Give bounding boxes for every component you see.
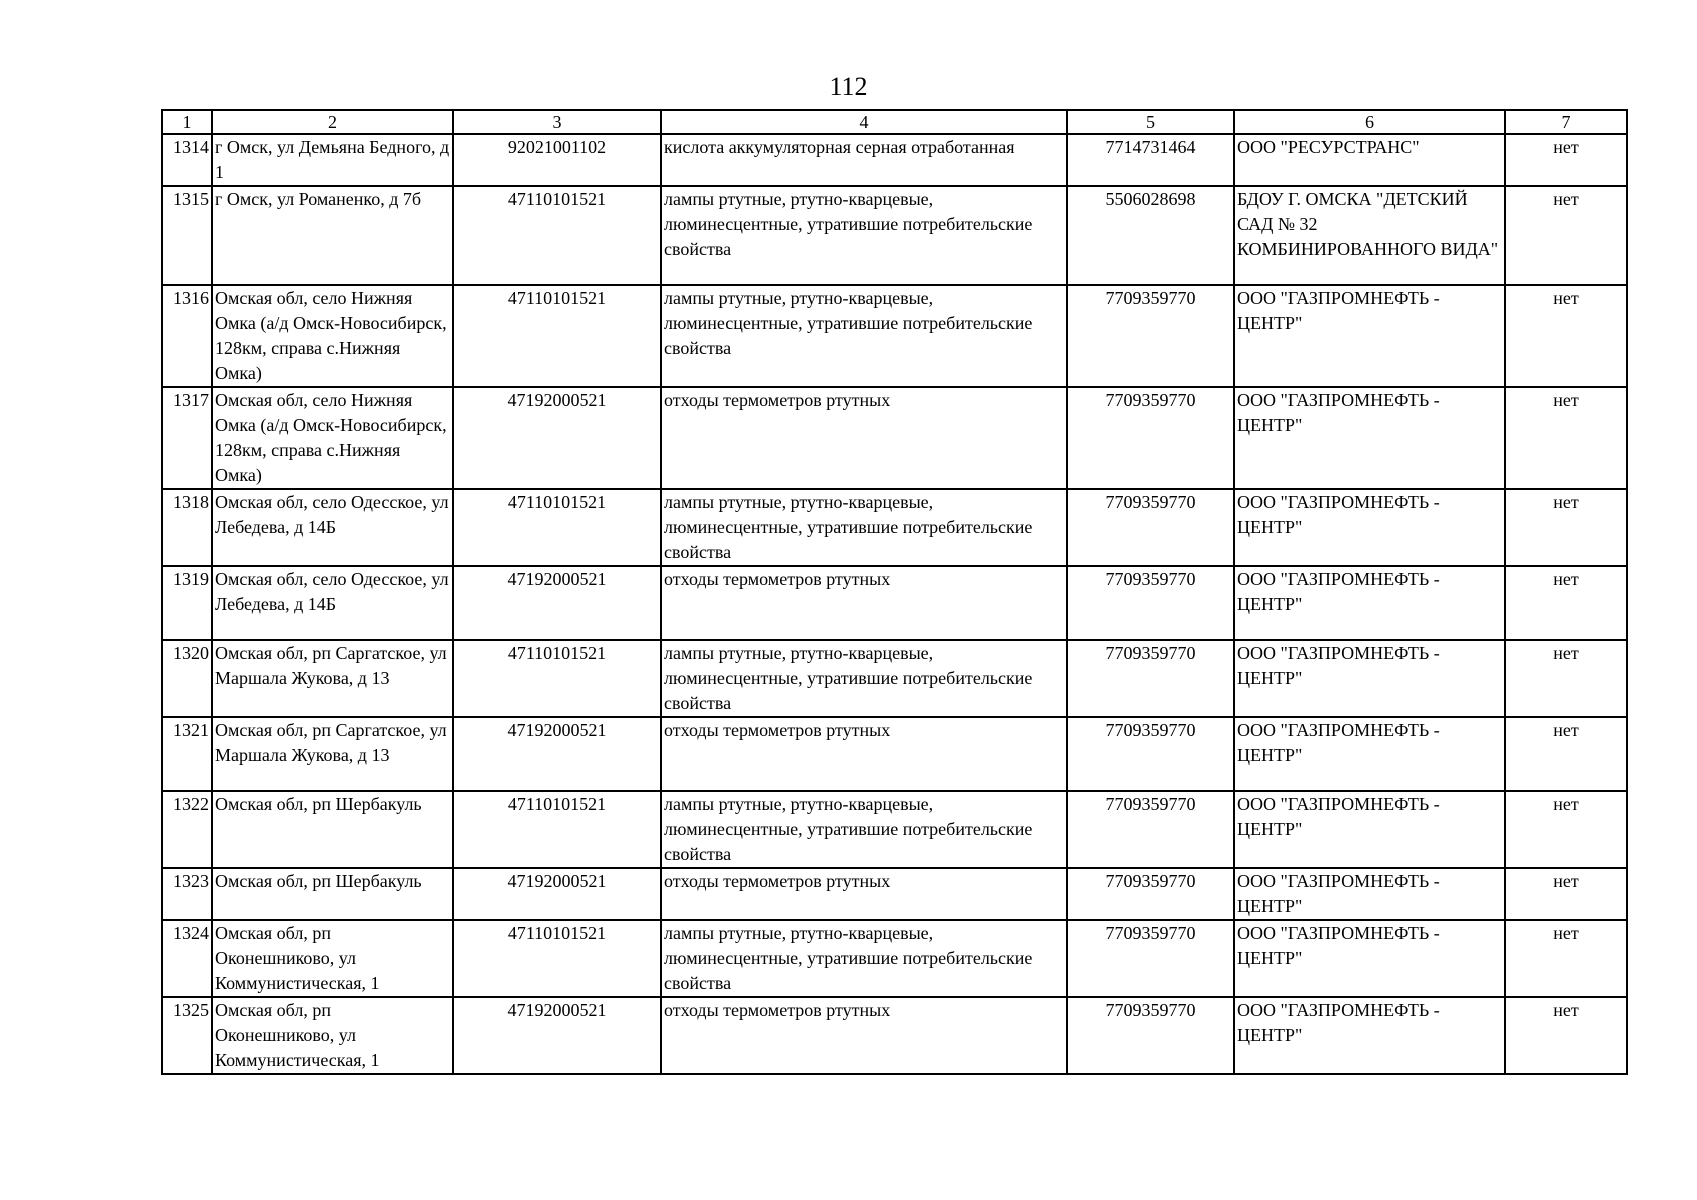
row-organization: ООО "ГАЗПРОМНЕФТЬ - ЦЕНТР" [1234,997,1505,1074]
table-row [162,868,1627,920]
row-flag: нет [1505,868,1627,920]
table-row [162,134,1627,186]
row-address: Омская обл, рп Оконешниково, ул Коммунистическая, 1 [212,997,453,1074]
row-flag: нет [1505,717,1627,791]
table-row [162,489,1627,566]
row-waste-name: лампы ртутные, ртутно-кварцевые, люминесцентные, утратившие потребительские свойства [661,489,1067,566]
row-inn: 7709359770 [1067,791,1234,868]
row-waste-name: лампы ртутные, ртутно-кварцевые, люминесцентные, утратившие потребительские свойства [661,920,1067,997]
row-address: Омская обл, рп Шербакуль [212,868,453,920]
row-flag: нет [1505,489,1627,566]
row-flag: нет [1505,134,1627,186]
row-waste-name: лампы ртутные, ртутно-кварцевые, люминесцентные, утратившие потребительские свойства [661,186,1067,285]
table-row [162,640,1627,717]
row-inn: 7709359770 [1067,489,1234,566]
row-organization: ООО "ГАЗПРОМНЕФТЬ - ЦЕНТР" [1234,566,1505,640]
row-inn: 7709359770 [1067,717,1234,791]
row-waste-name: лампы ртутные, ртутно-кварцевые, люминесцентные, утратившие потребительские свойства [661,791,1067,868]
header-row [162,110,1627,134]
table-row [162,387,1627,489]
row-flag: нет [1505,997,1627,1074]
row-number: 1314 [162,134,212,186]
column-header-6: 6 [1234,110,1505,134]
row-address: Омская обл, рп Шербакуль [212,791,453,868]
row-number: 1315 [162,186,212,285]
row-number: 1325 [162,997,212,1074]
row-waste-name: отходы термометров ртутных [661,387,1067,489]
row-number: 1318 [162,489,212,566]
column-header-2: 2 [212,110,453,134]
row-address: Омская обл, рп Саргатское, ул Маршала Жукова, д 13 [212,717,453,791]
row-waste-name: отходы термометров ртутных [661,566,1067,640]
column-header-5: 5 [1067,110,1234,134]
row-waste-code: 47192000521 [453,868,661,920]
table-row [162,997,1627,1074]
row-number: 1320 [162,640,212,717]
row-flag: нет [1505,387,1627,489]
row-number: 1322 [162,791,212,868]
table-row [162,920,1627,997]
row-waste-name: отходы термометров ртутных [661,997,1067,1074]
row-flag: нет [1505,920,1627,997]
row-waste-code: 92021001102 [453,134,661,186]
row-organization: ООО "ГАЗПРОМНЕФТЬ - ЦЕНТР" [1234,868,1505,920]
table-row [162,717,1627,791]
row-waste-name: лампы ртутные, ртутно-кварцевые, люминесцентные, утратившие потребительские свойства [661,640,1067,717]
row-inn: 7709359770 [1067,920,1234,997]
row-address: Омская обл, рп Саргатское, ул Маршала Жукова, д 13 [212,640,453,717]
row-waste-code: 47110101521 [453,285,661,387]
row-waste-code: 47110101521 [453,186,661,285]
row-waste-code: 47192000521 [453,997,661,1074]
row-waste-code: 47192000521 [453,717,661,791]
row-inn: 7714731464 [1067,134,1234,186]
row-address: Омская обл, село Нижняя Омка (а/д Омск-Новосибирск, 128км, справа с.Нижняя Омка) [212,387,453,489]
row-address: г Омск, ул Романенко, д 7б [212,186,453,285]
row-address: Омская обл, село Одесское, ул Лебедева, д 14Б [212,566,453,640]
row-inn: 7709359770 [1067,566,1234,640]
row-inn: 7709359770 [1067,285,1234,387]
row-organization: ООО "ГАЗПРОМНЕФТЬ - ЦЕНТР" [1234,640,1505,717]
waste-registry-table [161,109,1628,1075]
row-organization: БДОУ Г. ОМСКА "ДЕТСКИЙ САД № 32 КОМБИНИРОВАННОГО ВИДА" [1234,186,1505,285]
table-row [162,791,1627,868]
row-organization: ООО "ГАЗПРОМНЕФТЬ - ЦЕНТР" [1234,489,1505,566]
row-number: 1321 [162,717,212,791]
row-waste-code: 47110101521 [453,489,661,566]
page-number: 112 [829,72,868,101]
row-flag: нет [1505,566,1627,640]
row-number: 1319 [162,566,212,640]
row-flag: нет [1505,285,1627,387]
row-waste-name: отходы термометров ртутных [661,868,1067,920]
row-organization: ООО "ГАЗПРОМНЕФТЬ - ЦЕНТР" [1234,717,1505,791]
row-inn: 5506028698 [1067,186,1234,285]
row-organization: ООО "ГАЗПРОМНЕФТЬ - ЦЕНТР" [1234,387,1505,489]
row-number: 1317 [162,387,212,489]
row-waste-code: 47110101521 [453,640,661,717]
row-address: г Омск, ул Демьяна Бедного, д 1 [212,134,453,186]
row-address: Омская обл, село Нижняя Омка (а/д Омск-Новосибирск, 128км, справа с.Нижняя Омка) [212,285,453,387]
row-organization: ООО "ГАЗПРОМНЕФТЬ - ЦЕНТР" [1234,920,1505,997]
row-flag: нет [1505,186,1627,285]
row-number: 1324 [162,920,212,997]
table-body [162,134,1627,1074]
row-organization: ООО "ГАЗПРОМНЕФТЬ - ЦЕНТР" [1234,285,1505,387]
column-header-3: 3 [453,110,661,134]
row-waste-code: 47192000521 [453,566,661,640]
row-waste-code: 47110101521 [453,920,661,997]
row-waste-name: кислота аккумуляторная серная отработанная [661,134,1067,186]
column-header-7: 7 [1505,110,1627,134]
row-inn: 7709359770 [1067,640,1234,717]
table-row [162,285,1627,387]
row-organization: ООО "ГАЗПРОМНЕФТЬ - ЦЕНТР" [1234,791,1505,868]
row-address: Омская обл, рп Оконешниково, ул Коммунистическая, 1 [212,920,453,997]
column-header-4: 4 [661,110,1067,134]
column-header-1: 1 [162,110,212,134]
row-inn: 7709359770 [1067,997,1234,1074]
row-number: 1316 [162,285,212,387]
row-number: 1323 [162,868,212,920]
row-inn: 7709359770 [1067,868,1234,920]
row-waste-code: 47110101521 [453,791,661,868]
row-inn: 7709359770 [1067,387,1234,489]
row-flag: нет [1505,640,1627,717]
table-row [162,566,1627,640]
row-flag: нет [1505,791,1627,868]
row-waste-name: лампы ртутные, ртутно-кварцевые, люминесцентные, утратившие потребительские свойства [661,285,1067,387]
row-address: Омская обл, село Одесское, ул Лебедева, д 14Б [212,489,453,566]
row-waste-name: отходы термометров ртутных [661,717,1067,791]
row-waste-code: 47192000521 [453,387,661,489]
row-organization: ООО "РЕСУРСТРАНС" [1234,134,1505,186]
table-row [162,186,1627,285]
